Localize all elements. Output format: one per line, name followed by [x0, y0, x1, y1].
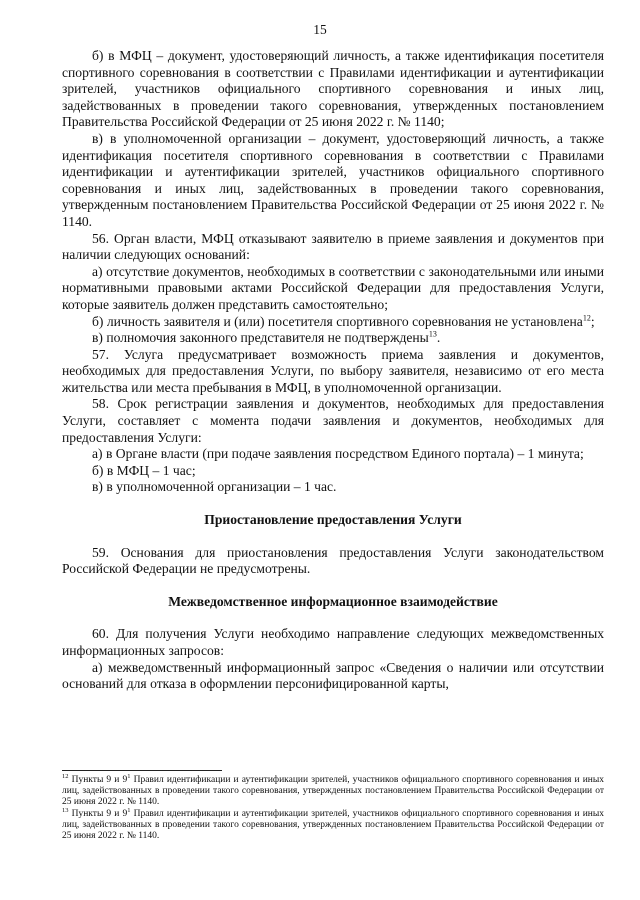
- paragraph-60a: а) межведомственный информационный запрос «Сведения о наличии или отсутствии оснований для отказа в оформлении персонифицированной карты,: [62, 659, 604, 692]
- footnote-12: $^{12}$ Пункты 9 и $9^1$ Правил идентификации и аутентификации зрителей, участников официального спортивного соревнования и иных лиц, задействованных в проведении такого соревнования, утвержденных постановлением Правительства Российской Федерации от 25 июня 2022 г. № 1140.: [62, 772, 605, 808]
- section-heading-interagency: Межведомственное информационное взаимодействие: [168, 593, 498, 609]
- footnote-ref-13[interactable]: 13: [428, 329, 437, 339]
- paragraph-56b: [62, 314, 604, 331]
- paragraph-57: 57. Услуга предусматривает возможность приема заявления и документов, необходимых для предоставления Услуги, по выбору заявителя, независимо от его места жительства или места пребывания в МФЦ, в уполномоченной организации.: [62, 346, 604, 395]
- footnote-13: $^{13}$ Пункты 9 и $9^1$ Правил идентификации и аутентификации зрителей, участников официального спортивного соревнования и иных лиц, задействованных в проведении такого соревнования, утвержденных постановлением Правительства Российской Федерации от 25 июня 2022 г. № 1140.: [62, 806, 605, 842]
- paragraph-58v: в) в уполномоченной организации – 1 час.: [92, 479, 337, 495]
- paragraph-55v: в) в уполномоченной организации – документ, удостоверяющий личность, а также идентификация посетителя спортивного соревнования в соответствии с Правилами идентификации и аутентификации зрителей, участников официального спортивного соревнования и иных лиц, задействованных в проведении такого соревнования, утвержденным постановлением Правительства Российской Федерации от 25 июня 2022 г. № 1140.: [62, 130, 604, 229]
- paragraph-56v-text: в) полномочия законного представителя не подтверждены: [92, 330, 429, 346]
- paragraph-60: 60. Для получения Услуги необходимо направление следующих межведомственных информационных запросов:: [62, 626, 604, 658]
- paragraph-56v-tail: .: [436, 330, 441, 346]
- paragraph-56a: а) отсутствие документов, необходимых в соответствии с законодательными или иными нормативными правовыми актами Российской Федерации для предоставления Услуги, которые заявитель должен представить самостоятельно;: [62, 263, 604, 312]
- footnotes: [62, 770, 604, 842]
- paragraph-58a: а) в Органе власти (при подаче заявления посредством Единого портала) – 1 минута;: [92, 446, 584, 462]
- document-body: [62, 48, 604, 693]
- paragraph-58b: б) в МФЦ – 1 час;: [92, 462, 196, 478]
- footnote-ref-12[interactable]: 12: [582, 312, 591, 322]
- page-number: 15: [313, 22, 327, 37]
- section-heading-suspension: Приостановление предоставления Услуги: [204, 512, 462, 528]
- paragraph-56: 56. Орган власти, МФЦ отказывают заявителю в приеме заявления и документов при наличии следующих оснований:: [62, 230, 604, 263]
- footnote-number: 12: [62, 772, 69, 780]
- paragraph-55b: б) в МФЦ – документ, удостоверяющий личность, а также идентификация посетителя спортивного соревнования в соответствии с Правилами идентификации и аутентификации зрителей, участников официального спортивного соревнования и иных лиц, задействованных в проведении такого соревнования, утвержденных постановлением Правительства Российской Федерации от 25 июня 2022 г. № 1140;: [62, 48, 604, 130]
- paragraph-56v: [62, 330, 604, 347]
- paragraph-56b-tail: ;: [590, 313, 595, 329]
- paragraph-56b-text: б) личность заявителя и (или) посетителя спортивного соревнования не установлена: [92, 313, 583, 329]
- footnote-number: 13: [62, 806, 69, 814]
- paragraph-59: 59. Основания для приостановления предоставления Услуги законодательством Российской Федерации не предусмотрены.: [62, 544, 604, 577]
- footnote-divider: [62, 770, 222, 771]
- paragraph-58: 58. Срок регистрации заявления и документов, необходимых для предоставления Услуги, составляет с момента подачи заявления и документов, необходимых для предоставления Услуги:: [62, 396, 604, 445]
